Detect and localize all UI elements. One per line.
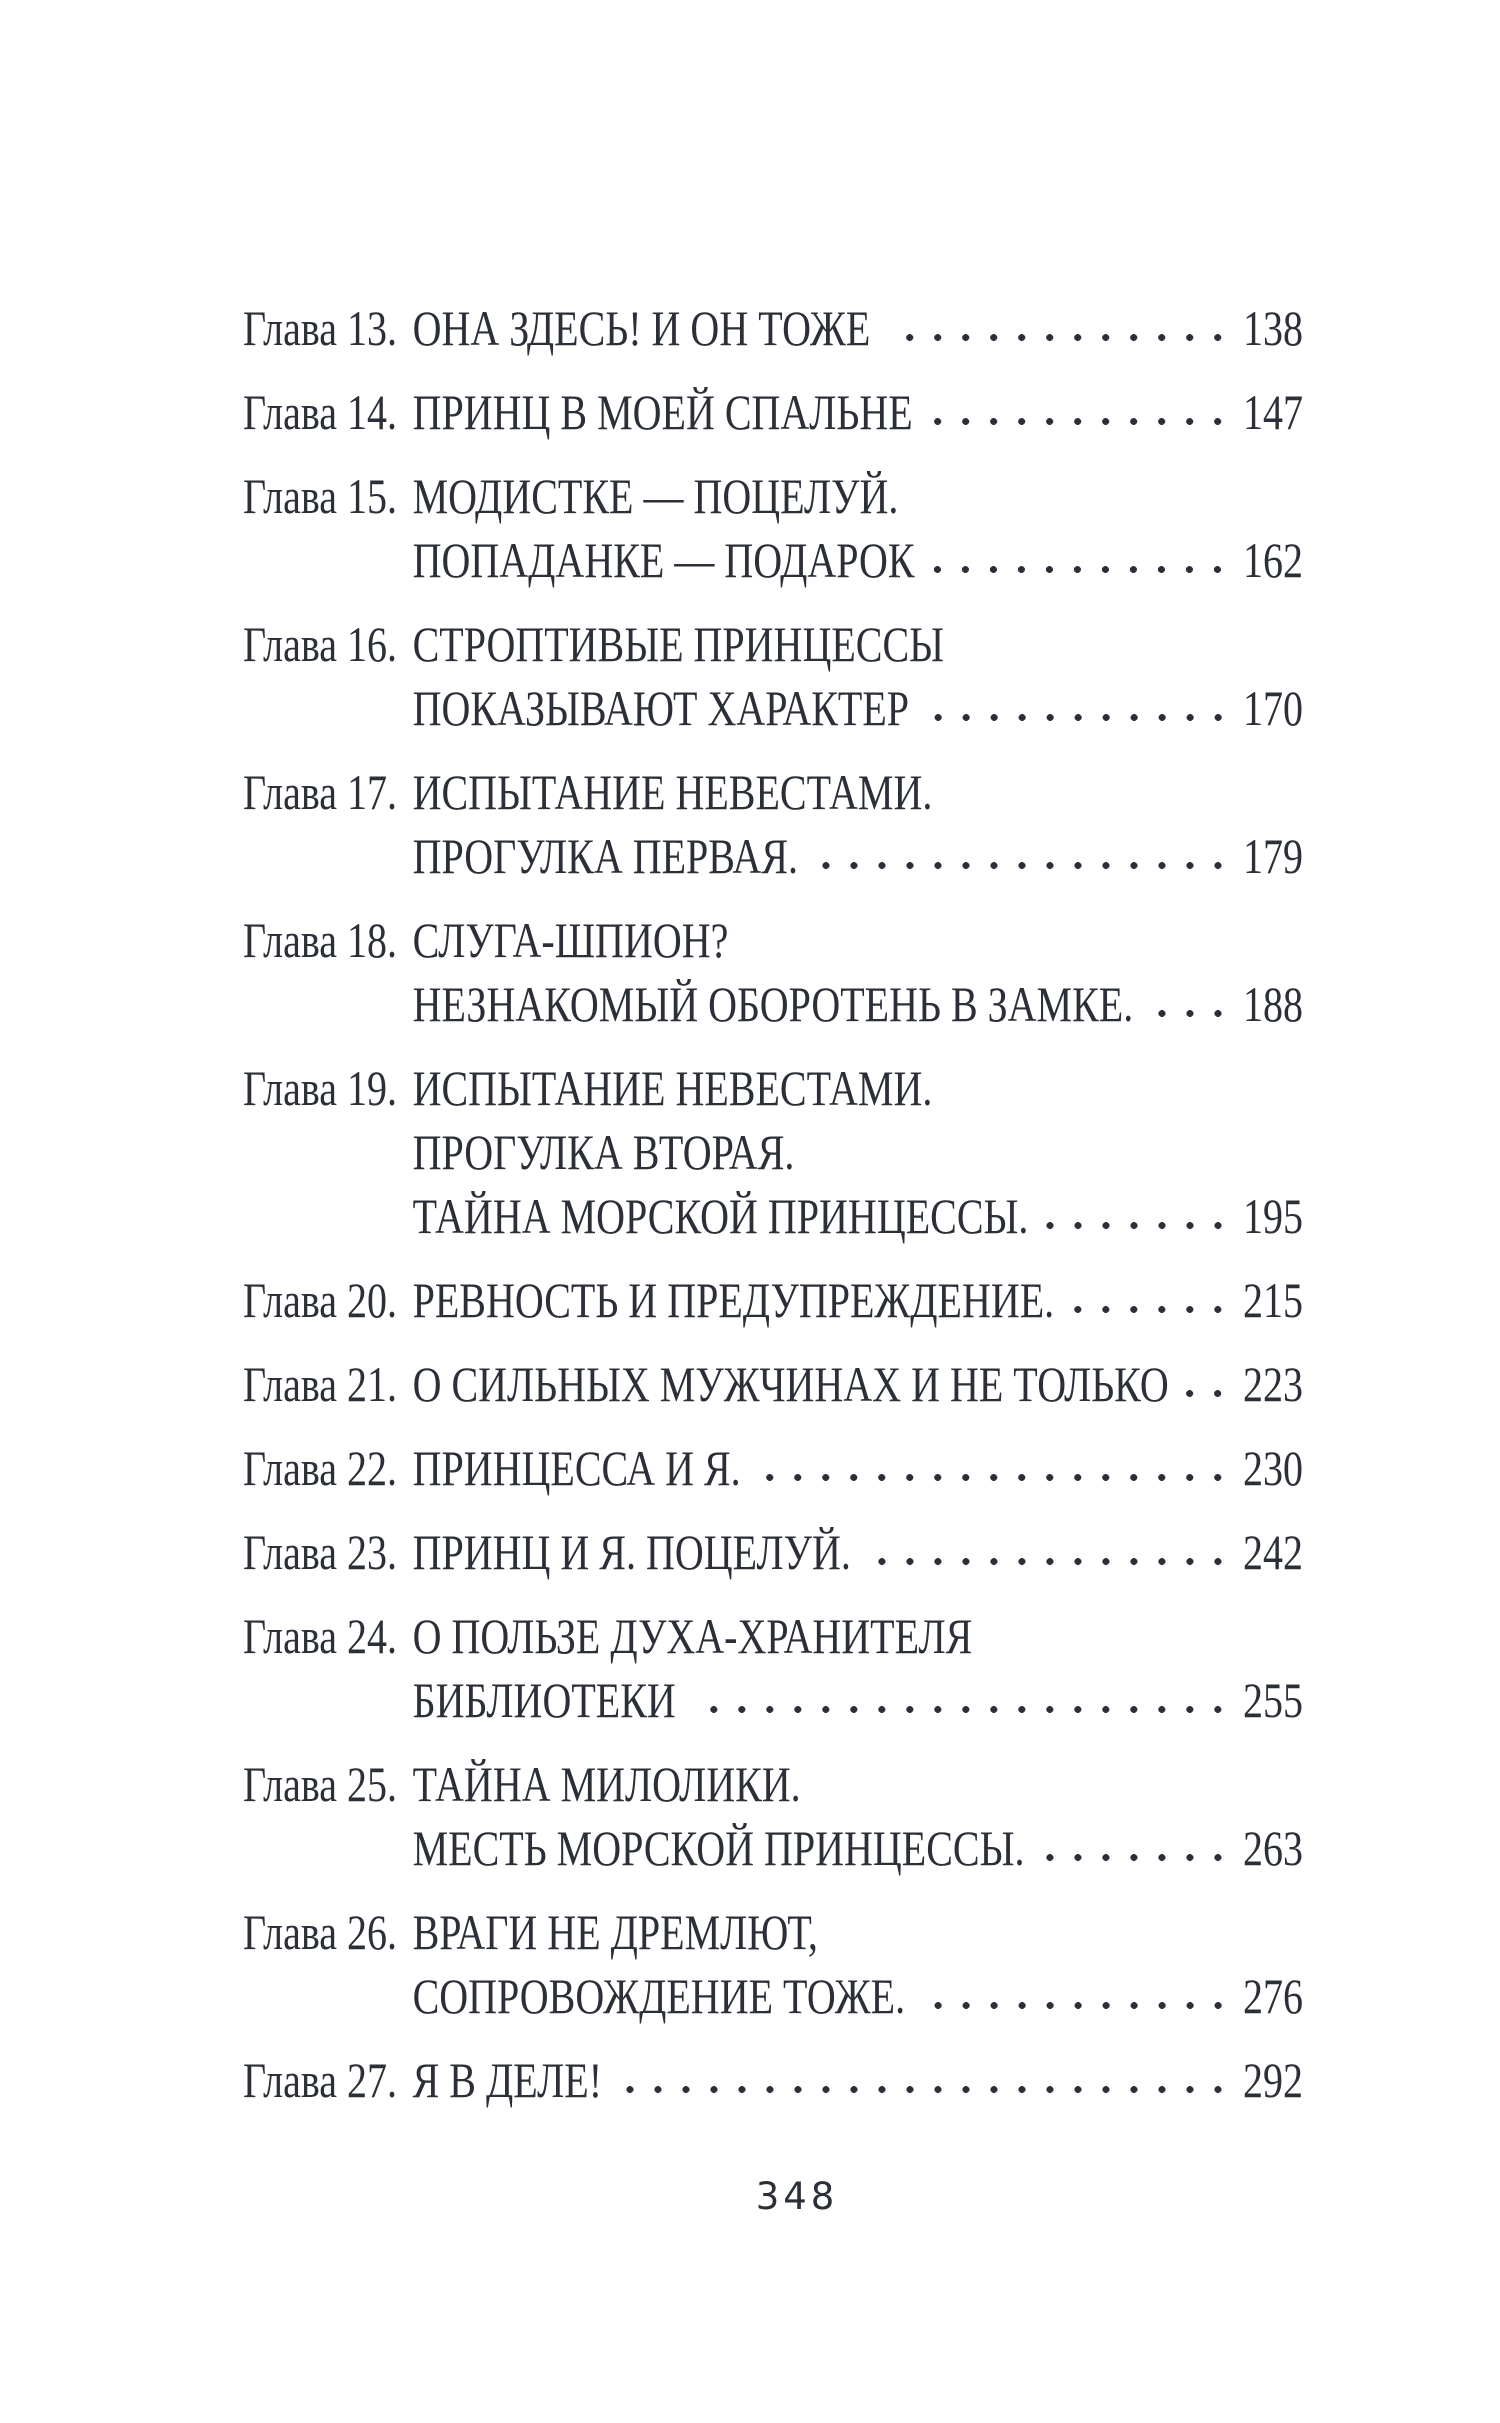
chapter-title-line: ПРОГУЛКА ПЕРВАЯ. (412, 828, 799, 884)
toc-entry (243, 1520, 1303, 1584)
chapter-label: Глава 17. (243, 764, 397, 820)
toc-entry-line (243, 1900, 1303, 1964)
chapter-label: Глава 26. (243, 1904, 397, 1960)
chapter-label: Глава 27. (243, 2052, 397, 2108)
toc-entry (243, 908, 1303, 1036)
dot-leader (921, 1964, 1232, 2028)
toc-entry-line (243, 676, 1303, 740)
chapter-title-line: О СИЛЬНЫХ МУЖЧИНАХ И НЕ ТОЛЬКО (412, 1356, 1169, 1412)
dot-leader (1149, 972, 1232, 1036)
chapter-page-number: 230 (1243, 1440, 1303, 1496)
chapter-page-number: 162 (1243, 532, 1303, 588)
chapter-label: Глава 23. (243, 1524, 397, 1580)
chapter-page-number: 276 (1243, 1968, 1303, 2024)
chapter-page-number: 138 (1243, 300, 1303, 356)
chapter-page-number: 170 (1243, 680, 1303, 736)
dot-leader (931, 528, 1232, 592)
chapter-page-number: 179 (1243, 828, 1303, 884)
chapter-label: Глава 18. (243, 912, 397, 968)
dot-leader (1185, 1352, 1232, 1416)
chapter-page-number: 195 (1243, 1188, 1303, 1244)
dot-leader (1040, 1816, 1231, 1880)
chapter-label: Глава 24. (243, 1608, 397, 1664)
chapter-title-line: БИБЛИОТЕКИ (412, 1672, 676, 1728)
toc-entry-line (243, 1120, 1303, 1184)
toc-entry (243, 1056, 1303, 1248)
toc-entry-line (243, 612, 1303, 676)
chapter-page-number: 263 (1243, 1820, 1303, 1876)
chapter-page-number: 147 (1243, 384, 1303, 440)
chapter-title-line: Я В ДЕЛЕ! (412, 2052, 603, 2108)
toc-entry-line (243, 464, 1303, 528)
chapter-page-number: 242 (1243, 1524, 1303, 1580)
toc-entry-line (243, 908, 1303, 972)
chapter-title-line: РЕВНОСТЬ И ПРЕДУПРЕЖДЕНИЕ. (412, 1272, 1055, 1328)
chapter-title-line: ПРИНЦ В МОЕЙ СПАЛЬНЕ (412, 384, 913, 440)
chapter-title-line: МОДИСТКЕ — ПОЦЕЛУЙ. (412, 468, 899, 524)
toc-entry (243, 380, 1303, 444)
chapter-title-line: ПРИНЦЕССА И Я. (412, 1440, 741, 1496)
toc-entry-line (243, 824, 1303, 888)
chapter-title-line: ПОКАЗЫВАЮТ ХАРАКТЕР (412, 680, 910, 736)
chapter-title-line: ВРАГИ НЕ ДРЕМЛЮТ, (412, 1904, 818, 1960)
toc-entry-line (243, 1668, 1303, 1732)
toc-entry (243, 1604, 1303, 1732)
toc-entry-line (243, 1816, 1303, 1880)
chapter-title-line: СОПРОВОЖДЕНИЕ ТОЖЕ. (412, 1968, 906, 2024)
chapter-label: Глава 25. (243, 1756, 397, 1812)
toc-entry-line (243, 2048, 1303, 2112)
toc-entry-line (243, 296, 1303, 360)
toc-entry-line (243, 1056, 1303, 1120)
toc-entry (243, 1752, 1303, 1880)
dot-leader (929, 380, 1232, 444)
dot-leader (618, 2048, 1232, 2112)
chapter-title-line: ПРИНЦ И Я. ПОЦЕЛУЙ. (412, 1524, 851, 1580)
chapter-title-line: ИСПЫТАНИЕ НЕВЕСТАМИ. (412, 764, 933, 820)
toc-entry-line (243, 1964, 1303, 2028)
toc-entry (243, 1436, 1303, 1500)
chapter-page-number: 292 (1243, 2052, 1303, 2108)
chapter-title-line: О ПОЛЬЗЕ ДУХА-ХРАНИТЕЛЯ (412, 1608, 973, 1664)
toc-entry-line (243, 380, 1303, 444)
toc-entry (243, 296, 1303, 360)
toc-entry-line (243, 972, 1303, 1036)
toc-entry-line (243, 1352, 1303, 1416)
toc-entry (243, 1268, 1303, 1332)
chapter-title-line: СЛУГА-ШПИОН? (412, 912, 729, 968)
dot-leader (692, 1668, 1232, 1732)
dot-leader (757, 1436, 1232, 1500)
chapter-title-line: ОНА ЗДЕСЬ! И ОН ТОЖЕ (412, 300, 871, 356)
toc-entry (243, 464, 1303, 592)
dot-leader (925, 676, 1232, 740)
chapter-label: Глава 22. (243, 1440, 397, 1496)
chapter-label: Глава 20. (243, 1272, 397, 1328)
toc-entry-line (243, 1184, 1303, 1248)
chapter-title-line: ТАЙНА МОРСКОЙ ПРИНЦЕССЫ. (412, 1188, 1029, 1244)
chapter-label: Глава 16. (243, 616, 397, 672)
chapter-title-line: ИСПЫТАНИЕ НЕВЕСТАМИ. (412, 1060, 933, 1116)
page-number-footer: 348 (755, 2175, 839, 2218)
dot-leader (886, 296, 1232, 360)
toc-entry-line (243, 1520, 1303, 1584)
chapter-title-line: ТАЙНА МИЛОЛИКИ. (412, 1756, 801, 1812)
chapter-title-line: ПРОГУЛКА ВТОРАЯ. (412, 1124, 795, 1180)
toc-entry (243, 1900, 1303, 2028)
toc-entry-line (243, 1604, 1303, 1668)
toc-entry-line (243, 1752, 1303, 1816)
chapter-title-line: СТРОПТИВЫЕ ПРИНЦЕССЫ (412, 616, 945, 672)
toc-entry-line (243, 760, 1303, 824)
chapter-page-number: 255 (1243, 1672, 1303, 1728)
chapter-label: Глава 19. (243, 1060, 397, 1116)
chapter-label: Глава 15. (243, 468, 397, 524)
toc-entry-line (243, 1268, 1303, 1332)
chapter-page-number: 223 (1243, 1356, 1303, 1412)
toc-entry (243, 760, 1303, 888)
chapter-page-number: 188 (1243, 976, 1303, 1032)
chapter-title-line: ПОПАДАНКЕ — ПОДАРОК (412, 532, 915, 588)
chapter-label: Глава 13. (243, 300, 397, 356)
toc-entry (243, 612, 1303, 740)
dot-leader (867, 1520, 1232, 1584)
chapter-label: Глава 21. (243, 1356, 397, 1412)
chapter-title-line: МЕСТЬ МОРСКОЙ ПРИНЦЕССЫ. (412, 1820, 1025, 1876)
dot-leader (1070, 1268, 1232, 1332)
toc-entry (243, 1352, 1303, 1416)
dot-leader (814, 824, 1232, 888)
toc-entry-line (243, 528, 1303, 592)
table-of-contents (243, 296, 1303, 2112)
toc-entry-line (243, 1436, 1303, 1500)
dot-leader (1044, 1184, 1231, 1248)
chapter-title-line: НЕЗНАКОМЫЙ ОБОРОТЕНЬ В ЗАМКЕ. (412, 976, 1134, 1032)
chapter-page-number: 215 (1243, 1272, 1303, 1328)
toc-entry (243, 2048, 1303, 2112)
chapter-label: Глава 14. (243, 384, 397, 440)
